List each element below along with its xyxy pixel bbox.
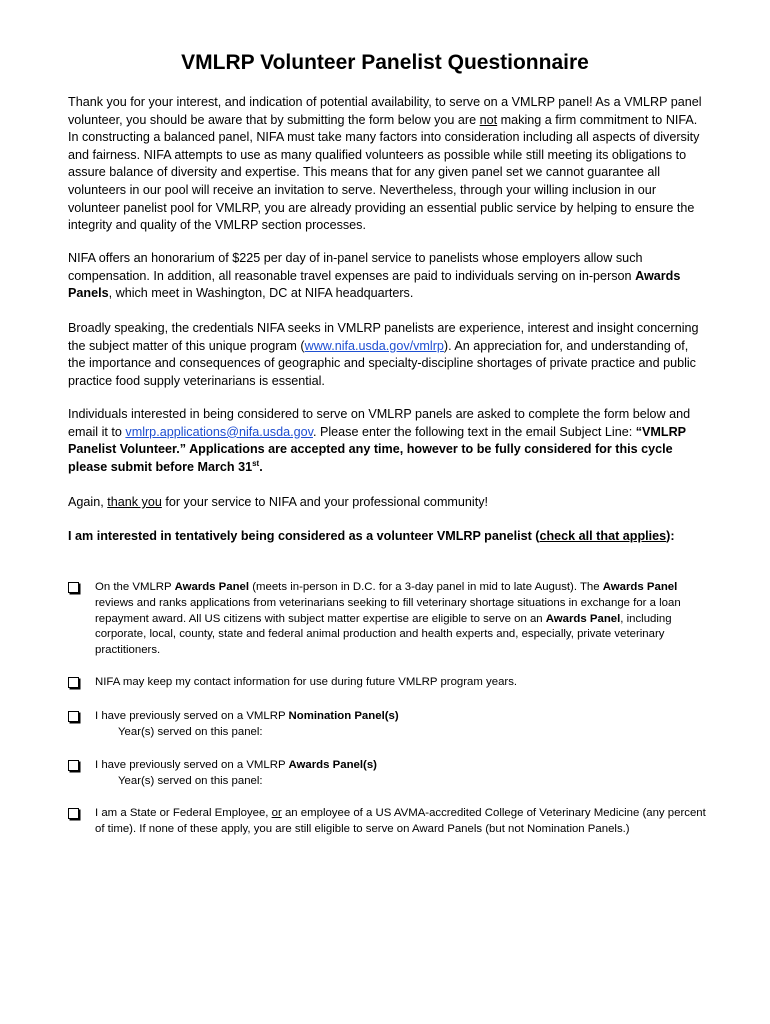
option-keep-contact: NIFA may keep my contact information for use during future VMLRP program years. [68,675,708,691]
employee-status-checkbox[interactable] [68,808,79,819]
option-nomination-panel-history: I have previously served on a VMLRP Nomination Panel(s) Year(s) served on this panel: [68,709,708,741]
page-title: VMLRP Volunteer Panelist Questionnaire [181,51,589,74]
honorarium-paragraph: NIFA offers an honorarium of $225 per day of in-panel service to panelists whose employers allow such compensation. In addition, all reasonable travel expenses are paid to individuals serving on in-person Awards Panels, which meet in Washington, DC at NIFA headquarters. [68,251,681,301]
interest-heading: I am interested in tentatively being considered as a volunteer VMLRP panelist (check all that applies): [68,529,675,543]
awards-years-label: Year(s) served on this panel: [118,774,263,787]
keep-contact-checkbox[interactable] [68,677,79,688]
credentials-paragraph: Broadly speaking, the credentials NIFA seeks in VMLRP panelists are experience, interest and insight concerning the subject matter of this unique program (www.nifa.usda.gov/vmlrp). An appreciation for, and understanding of, the importance and consequences of geographic and specialty-discipline shortages of private practice and public practice food supply veterinarians is essential. [68,321,699,388]
option-awards-panel: On the VMLRP Awards Panel (meets in-person in D.C. for a 3-day panel in mid to late August). The Awards Panel reviews and ranks applications from veterinarians seeking to fill veterinary shortage situations in exchange for a loan repayment award. All US citizens with subject matter expertise are eligible to serve on an Awards Panel, including corporate, local, county, state and federal animal production and health experts and, especially, private veterinary practitioners. [68,580,708,659]
not-emphasis: not [479,112,498,127]
option-employee-status: I am a State or Federal Employee, or an employee of a US AVMA-accredited College of Veterinary Medicine (any percent of time). If none of these apply, you are still eligible to serve on Award Panels (but not Nomination Panels.) [68,806,708,838]
nomination-panel-checkbox[interactable] [68,711,79,722]
program-website-link[interactable]: www.nifa.usda.gov/vmlrp [304,338,444,353]
nomination-years-label: Year(s) served on this panel: [118,725,263,738]
instructions-paragraph: Individuals interested in being considered to serve on VMLRP panels are asked to complete the form below and email it to vmlrp.applications@nifa.usda.gov. Please enter the following text in the email Subject Line: “VMLRP Panelist Volunteer.” Applications are accepted any time, however to be fully considered for this cycle please submit before March 31st. [68,407,691,474]
thanks-paragraph: Again, thank you for your service to NIFA and your professional community! [68,495,489,509]
subject-line-instructions: “VMLRP Panelist Volunteer.” Applications are accepted any time, however to be fully considered for this cycle please submit before March 31 [68,424,686,474]
awards-panel-history-checkbox[interactable] [68,760,79,771]
awards-panels-bold: Awards Panels [68,268,681,301]
intro-paragraph: Thank you for your interest, and indication of potential availability, to serve on a VMLRP panel! As a VMLRP panel volunteer, you should be aware that by submitting the form below you are not making a firm commitment to NIFA. In constructing a balanced panel, NIFA must take many factors into consideration including all aspects of diversity and fairness. NIFA attempts to use as many qualified volunteers as possible while still meeting its obligations to assure balance of diversity and expertise. This means that for any given panel set we cannot guarantee all volunteers in our pool will receive an invitation to serve. Nevertheless, through your willing inclusion in our volunteer panelist pool for VMLRP, you are already providing an essential public service by helping to ensure the integrity and quality of the VMLRP section processes. [68,95,702,233]
application-email-link[interactable]: vmlrp.applications@nifa.usda.gov [125,424,313,439]
awards-panel-checkbox[interactable] [68,582,79,593]
option-awards-panel-history: I have previously served on a VMLRP Awards Panel(s) Year(s) served on this panel: [68,758,708,790]
